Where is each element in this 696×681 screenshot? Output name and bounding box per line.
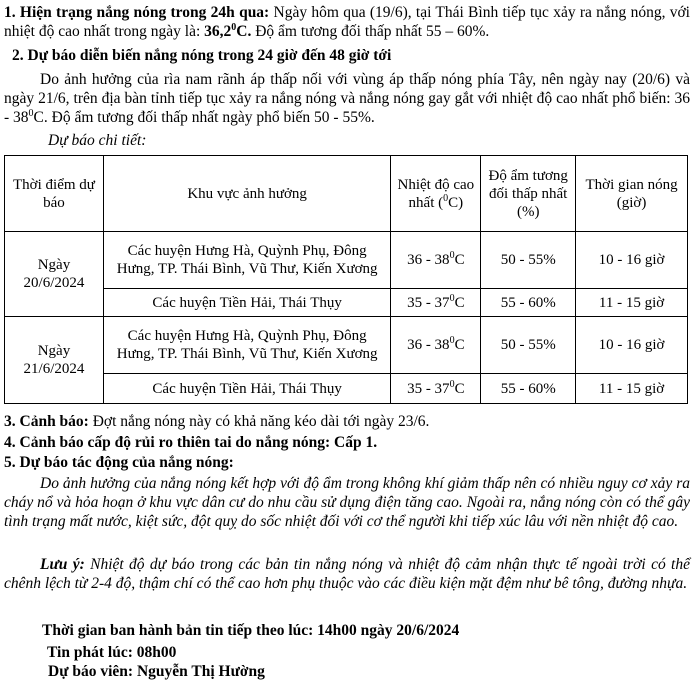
temperature-cell: $36 - 38^0C$ — [391, 317, 481, 374]
cut-off-line: Dự báo viên: Nguyễn Thị Hường — [48, 663, 265, 680]
hours-cell: 11 - 15 giờ — [576, 374, 688, 404]
area-cell: Các huyện Hưng Hà, Quỳnh Phụ, Đông Hưng, TP. Thái Bình, Vũ Thư, Kiến Xương — [103, 232, 390, 289]
area-cell: Các huyện Hưng Hà, Quỳnh Phụ, Đông Hưng, TP. Thái Bình, Vũ Thư, Kiến Xương — [103, 317, 390, 374]
warning-text: Đợt nắng nóng này có khả năng kéo dài tới ngày 23/6. — [88, 413, 430, 430]
header-humidity: Độ ẩm tương đối thấp nhất (%) — [481, 156, 576, 232]
hours-cell: 10 - 16 giờ — [576, 317, 688, 374]
header-hours: Thời gian nóng (giờ) — [576, 156, 688, 232]
table-row — [5, 232, 688, 289]
issued-time: Tin phát lúc: 08h00 — [47, 644, 177, 661]
current-conditions-paragraph — [4, 3, 690, 41]
date-cell: Ngày 20/6/2024 — [5, 232, 104, 317]
humidity-text: Độ ẩm tương đối thấp nhất 55 – 60%. — [251, 23, 490, 40]
table-header-row — [5, 156, 688, 232]
risk-level-paragraph: 4. Cảnh báo cấp độ rủi ro thiên tai do nắng nóng: Cấp 1. — [4, 434, 378, 451]
hours-cell: 11 - 15 giờ — [576, 289, 688, 317]
header-temperature: Nhiệt độ cao nhất ($^0$C) — [391, 156, 481, 232]
detail-label: Dự báo chi tiết: — [48, 132, 147, 149]
humidity-cell: 50 - 55% — [481, 232, 576, 289]
area-cell: Các huyện Tiền Hải, Thái Thụy — [103, 374, 390, 404]
current-conditions-text: Ngày hôm qua (19/6), tại Thái Bình tiếp tục xảy ra nắng nóng, với nhiệt độ cao nhất trong ngày là: — [4, 4, 690, 40]
humidity-cell: 55 - 60% — [481, 289, 576, 317]
note-label: Lưu ý: — [40, 556, 85, 573]
note-paragraph — [4, 555, 690, 593]
table-row — [5, 317, 688, 374]
impact-heading: 5. Dự báo tác động của nắng nóng: — [4, 454, 234, 471]
temperature-cell: $35 - 37^0C$ — [391, 374, 481, 404]
max-temperature-value: 36,2$^0$C. — [204, 21, 252, 40]
next-issue-time: Thời gian ban hành bản tin tiếp theo lúc: 14h00 ngày 20/6/2024 — [42, 622, 460, 639]
current-conditions-label: 1. Hiện trạng nắng nóng trong 24h qua: — [4, 4, 270, 21]
header-area: Khu vực ảnh hưởng — [103, 156, 390, 232]
humidity-cell: 50 - 55% — [481, 317, 576, 374]
note-text: Nhiệt độ dự báo trong các bản tin nắng nóng và nhiệt độ cảm nhận thực tế ngoài trời có thể chênh lệch từ 2-4 độ, thậm chí có thể cao hơn phụ thuộc vào các điều kiện mặt đệm như bê tông, đường nhựa. — [4, 556, 690, 592]
humidity-cell: 55 - 60% — [481, 374, 576, 404]
impact-paragraph: Do ảnh hưởng của nắng nóng kết hợp với độ ẩm trong không khí giảm thấp nên có nhiều nguy cơ xảy ra cháy nổ và hỏa hoạn ở khu vực dân cư do nhu cầu sử dụng điện tăng cao. Ngoài ra, nắng nóng còn có thể gây tình trạng mất nước, kiệt sức, đột quỵ do sốc nhiệt đối với cơ thể người khi tiếp xúc lâu với nền nhiệt độ cao. — [4, 475, 690, 530]
warning-paragraph — [4, 412, 690, 431]
area-cell: Các huyện Tiền Hải, Thái Thụy — [103, 289, 390, 317]
forecast-heading: 2. Dự báo diễn biến nắng nóng trong 24 giờ đến 48 giờ tới — [12, 47, 392, 64]
header-time: Thời điểm dự báo — [5, 156, 104, 232]
forecast-table — [4, 155, 688, 404]
hours-cell: 10 - 16 giờ — [576, 232, 688, 289]
temperature-cell: $36 - 38^0C$ — [391, 232, 481, 289]
forecast-paragraph: Do ảnh hưởng của rìa nam rãnh áp thấp nối với vùng áp thấp nóng phía Tây, nên ngày nay (20/6) và ngày 21/6, trên địa bàn tỉnh tiếp tục xảy ra nắng nóng và nắng nóng gay gắt với nhiệt độ cao nhất phổ biến: $36 - 38^0C$. Độ ẩm tương đối thấp nhất ngày phổ biến 50 - 55%. — [4, 71, 690, 126]
table-row — [5, 374, 688, 404]
table-row — [5, 289, 688, 317]
temperature-cell: $35 - 37^0C$ — [391, 289, 481, 317]
date-cell: Ngày 21/6/2024 — [5, 317, 104, 404]
warning-label: 3. Cảnh báo: — [4, 413, 89, 430]
